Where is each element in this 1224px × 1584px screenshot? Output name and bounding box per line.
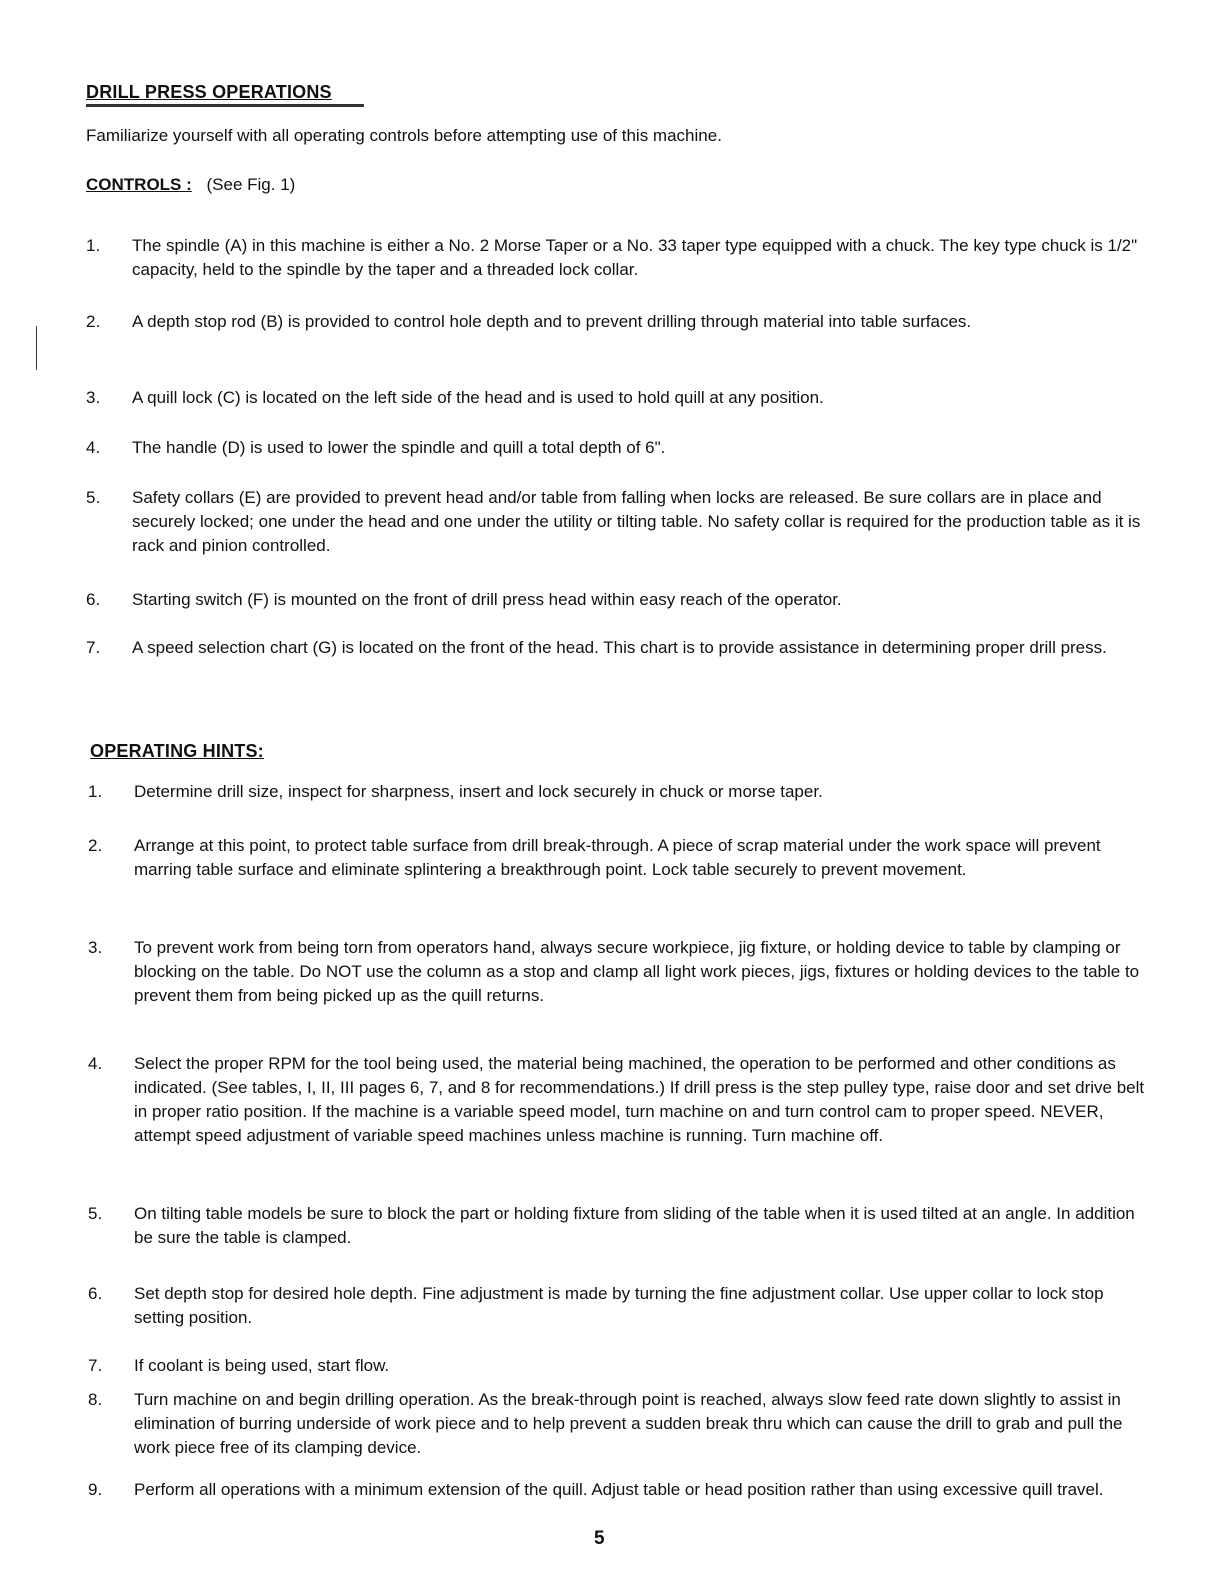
list-item — [88, 1052, 1158, 1148]
list-item — [86, 588, 1146, 612]
item-text: A speed selection chart (G) is located on the front of the head. This chart is to provide assistance in determining proper drill press. — [132, 638, 1107, 657]
list-item — [88, 834, 1158, 882]
intro-text: Familiarize yourself with all operating controls before attempting use of this machine. — [86, 126, 722, 145]
item-number: 2. — [86, 312, 101, 331]
item-text: Turn machine on and begin drilling operation. As the break-through point is reached, always slow feed rate down slightly to assist in elimination of burring underside of work piece and to help prevent a sudden break thru which can cause the drill to grab and pull the work piece free of its clamping device. — [134, 1390, 1123, 1457]
scan-margin-mark — [36, 326, 37, 370]
item-number: 3. — [86, 388, 101, 407]
list-item — [88, 1202, 1158, 1250]
item-text: Select the proper RPM for the tool being used, the material being machined, the operation to be performed and other conditions as indicated. (See tables, I, II, III pages 6, 7, and 8 for recommendations.) If drill press is the step pulley type, raise door and set drive belt in proper ratio position. If the machine is a variable speed model, turn machine on and turn control cam to proper speed. NEVER, attempt speed adjustment of variable speed machines unless machine is running. Turn machine off. — [134, 1054, 1145, 1145]
item-number: 9. — [88, 1480, 103, 1499]
item-number: 1. — [86, 236, 101, 255]
list-item — [88, 1354, 1158, 1378]
list-item — [88, 936, 1158, 1008]
item-number: 5. — [88, 1204, 103, 1223]
list-item — [86, 386, 1146, 410]
item-number: 7. — [88, 1356, 103, 1375]
item-text: Arrange at this point, to protect table surface from drill break-through. A piece of scrap material under the work space will prevent marring table surface and eliminate splintering a breakthrough point. Lock table securely to prevent movement. — [134, 836, 1101, 879]
item-text: Set depth stop for desired hole depth. Fine adjustment is made by turning the fine adjustment collar. Use upper collar to lock stop setting position. — [134, 1284, 1104, 1327]
list-item — [86, 234, 1146, 282]
item-number: 6. — [86, 590, 101, 609]
item-text: A quill lock (C) is located on the left side of the head and is used to hold quill at any position. — [132, 388, 824, 407]
list-item — [88, 1282, 1158, 1330]
hints-heading: OPERATING HINTS: — [90, 741, 264, 761]
item-number: 1. — [88, 782, 103, 801]
list-item — [86, 486, 1146, 558]
item-number: 5. — [86, 488, 101, 507]
item-text: If coolant is being used, start flow. — [134, 1356, 390, 1375]
list-item — [88, 780, 1158, 804]
list-item — [86, 636, 1146, 660]
item-text: To prevent work from being torn from operators hand, always secure workpiece, jig fixture, or holding device to table by clamping or blocking on the table. Do NOT use the column as a stop and clamp all light work pieces, jigs, fixtures or holding devices to the table to prevent them from being picked up as the quill returns. — [134, 938, 1140, 1005]
item-text: The handle (D) is used to lower the spindle and quill a total depth of 6". — [132, 438, 666, 457]
item-text: Safety collars (E) are provided to prevent head and/or table from falling when locks are released. Be sure collars are in place and securely locked; one under the head and one under the utility or tilting table. No safety collar is required for the production table as it is rack and pinion controlled. — [132, 488, 1141, 555]
item-number: 6. — [88, 1284, 103, 1303]
item-text: Perform all operations with a minimum extension of the quill. Adjust table or head position rather than using excessive quill travel. — [134, 1480, 1104, 1499]
figure-reference: (See Fig. 1) — [206, 175, 296, 194]
item-number: 7. — [86, 638, 101, 657]
item-number: 3. — [88, 938, 103, 957]
list-item — [88, 1478, 1158, 1502]
item-number: 4. — [88, 1054, 103, 1073]
item-text: Determine drill size, inspect for sharpness, insert and lock securely in chuck or morse taper. — [134, 782, 823, 801]
item-text: On tilting table models be sure to block the part or holding fixture from sliding of the table when it is used tilted at an angle. In addition be sure the table is clamped. — [134, 1204, 1135, 1247]
item-number: 8. — [88, 1390, 103, 1409]
item-text: The spindle (A) in this machine is either a No. 2 Morse Taper or a No. 33 taper type equipped with a chuck. The key type chuck is 1/2" capacity, held to the spindle by the taper and a threaded lock collar. — [132, 236, 1138, 279]
item-number: 2. — [88, 836, 103, 855]
controls-heading-label: CONTROLS : — [86, 175, 192, 194]
item-number: 4. — [86, 438, 101, 457]
list-item — [86, 310, 1146, 334]
page-title: DRILL PRESS OPERATIONS — [86, 82, 332, 102]
list-item — [88, 1388, 1158, 1460]
controls-heading — [86, 175, 295, 195]
item-text: A depth stop rod (B) is provided to control hole depth and to prevent drilling through material into table surfaces. — [132, 312, 972, 331]
list-item — [86, 436, 1146, 460]
title-underline-rule — [86, 104, 364, 107]
item-text: Starting switch (F) is mounted on the front of drill press head within easy reach of the operator. — [132, 590, 842, 609]
page-number: 5 — [594, 1528, 605, 1549]
